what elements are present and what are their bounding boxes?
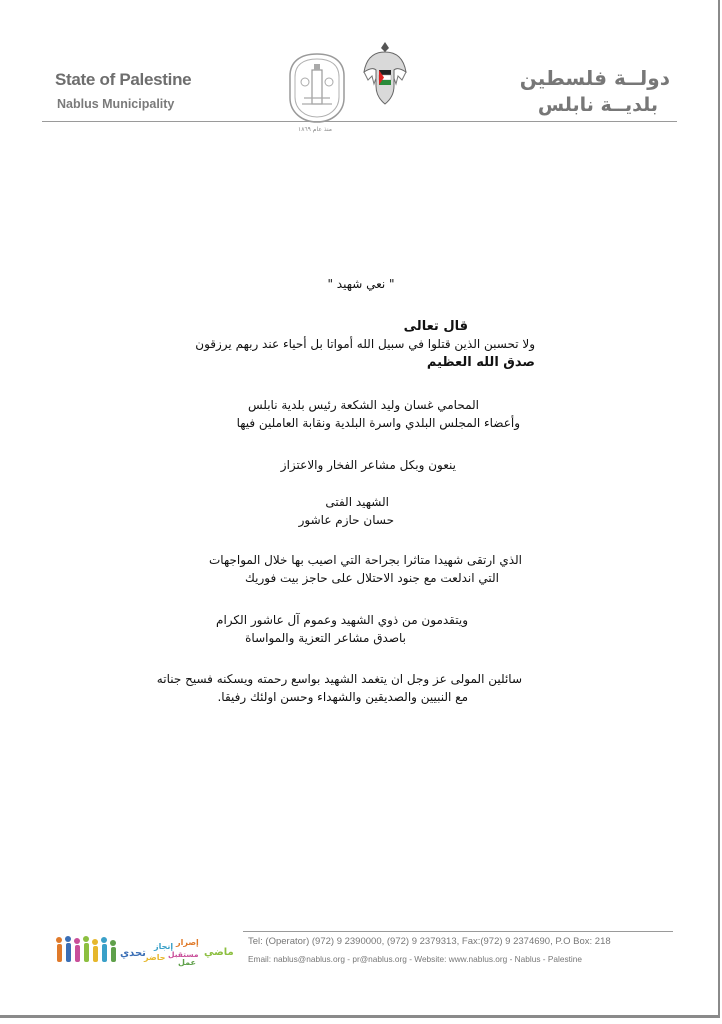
martyr-name: حسان حازم عاشور bbox=[298, 513, 394, 527]
header-state-name-ar: دولــة فلسطين bbox=[519, 66, 670, 90]
footer-web-line: Email: nablus@nablus.org - pr@nablus.org - Website: www.nablus.org - Nablus - Palestine bbox=[248, 954, 582, 964]
obituary-title: " نعي شهيد " bbox=[327, 277, 395, 291]
martyr-title: الشهيد الفتى bbox=[325, 495, 389, 509]
mourning-line: ينعون وبكل مشاعر الفخار والاعتزاز bbox=[280, 458, 456, 472]
council-line: وأعضاء المجلس البلدي واسرة البلدية ونقابة العاملين فيها bbox=[236, 416, 520, 430]
footer-contact-line: Tel: (Operator) (972) 9 2390000, (972) 9 2379313, Fax:(972) 9 2374690, P.O Box: 218 bbox=[248, 936, 611, 947]
quran-close: صدق الله العظيم bbox=[426, 355, 535, 370]
slogan-word: إصرار bbox=[176, 938, 199, 947]
slogan-word: تحدي bbox=[120, 948, 146, 959]
slogan-word: مستقبل bbox=[168, 950, 199, 959]
slogan-word: إنجاز bbox=[154, 942, 174, 951]
mayor-line: المحامي غسان وليد الشكعة رئيس بلدية نابلس bbox=[247, 398, 479, 412]
footer-divider bbox=[243, 931, 673, 932]
header-divider bbox=[42, 121, 677, 122]
slogan-word: عمل bbox=[178, 958, 196, 967]
quran-intro: قال تعالى bbox=[403, 319, 468, 334]
header-municipality-name-ar: بلديــة نابلس bbox=[537, 94, 658, 116]
header-municipality-name-en: Nablus Municipality bbox=[57, 97, 175, 111]
slogan-word: حاضر bbox=[144, 953, 166, 962]
condolence-line-2: باصدق مشاعر التعزية والمواساة bbox=[245, 631, 406, 645]
condolence-line-1: ويتقدمون من ذوي الشهيد وعموم آل عاشور الكرام bbox=[216, 613, 468, 627]
seal-caption: منذ عام ١٨٦٩ bbox=[298, 126, 333, 133]
palestine-eagle-icon bbox=[362, 38, 408, 108]
prayer-line-1: سائلين المولى عز وجل ان يتغمد الشهيد بواسع رحمته ويسكنه فسيح جناته bbox=[156, 672, 522, 686]
nablus-seal-icon bbox=[288, 52, 346, 124]
prayer-line-2: مع النبيين والصديقين والشهداء وحسن اولئك رفيقا. bbox=[217, 690, 468, 704]
event-line-1: الذي ارتقى شهيدا متاثرا بجراحة التي اصيب بها خلال المواجهات bbox=[208, 553, 522, 567]
footer-slogan bbox=[118, 938, 234, 968]
people-figures-icon bbox=[54, 935, 118, 965]
slogan-word: ماضي bbox=[204, 947, 234, 958]
header-state-name-en: State of Palestine bbox=[55, 70, 192, 89]
quran-verse: ولا تحسبن الذين قتلوا في سبيل الله أمواتا بل أحياء عند ربهم يرزقون bbox=[195, 337, 535, 351]
event-line-2: التي اندلعت مع جنود الاحتلال على حاجز بيت فوريك bbox=[245, 571, 499, 585]
